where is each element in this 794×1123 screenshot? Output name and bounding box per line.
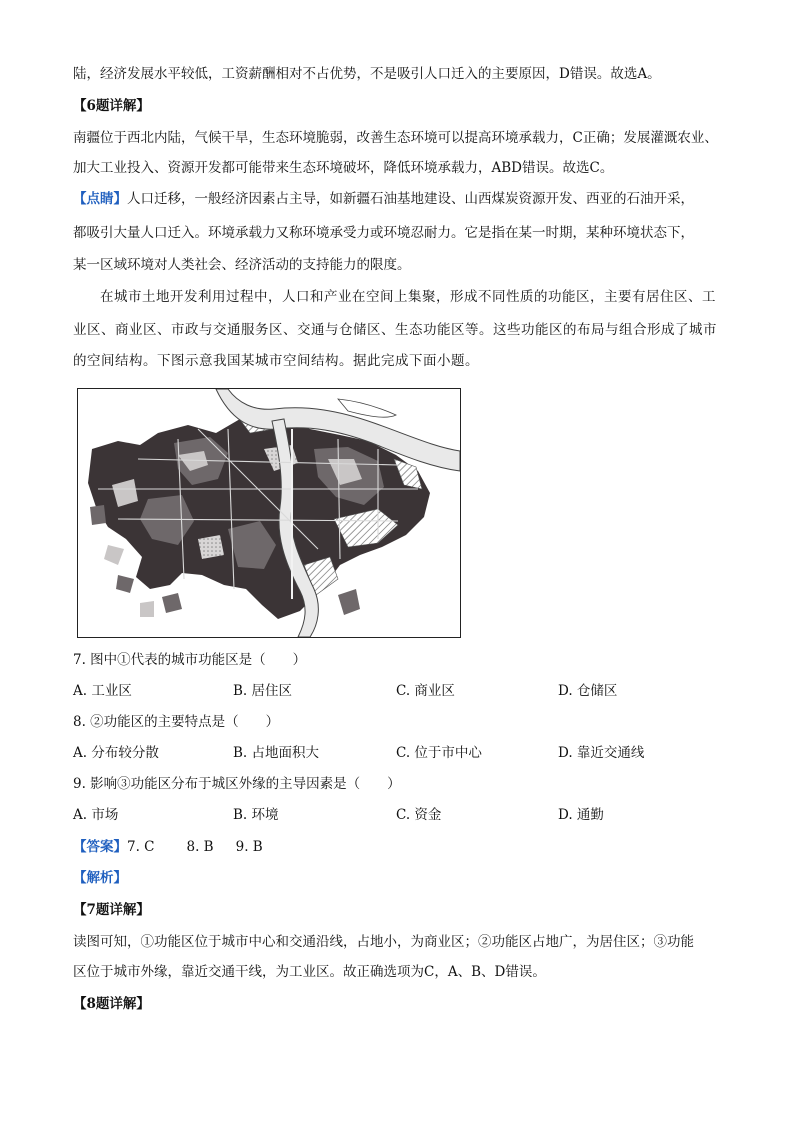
map-zone-outlying [90, 505, 106, 525]
answer-label: 【答案】 [73, 839, 127, 855]
q8-heading: 【8题详解】 [73, 996, 150, 1012]
map-zone-dotted [198, 535, 224, 559]
question-7-option-b[interactable]: B. 居住区 [233, 683, 293, 699]
answer-7: 7. C [127, 839, 155, 855]
city-map-graphic [78, 389, 460, 637]
answer-9: 9. B [235, 839, 263, 855]
map-zone-outlying [140, 601, 154, 617]
question-7-option-d[interactable]: D. 仓储区 [558, 683, 618, 699]
dianjing-text-1: 人口迁移，一般经济因素占主导，如新疆石油基地建设、山西煤炭资源开发、西亚的石油开采， [127, 191, 694, 207]
question-7-option-a[interactable]: A. 工业区 [73, 683, 132, 699]
answer-8: 8. B [186, 839, 214, 855]
question-8-option-a[interactable]: A. 分布较分散 [73, 745, 159, 761]
passage-line-1: 在城市土地开发利用过程中，人口和产业在空间上集聚，形成不同性质的功能区，主要有居住区、工 [100, 289, 716, 305]
dianjing-line-2: 都吸引大量人口迁入。环境承载力又称环境承受力或环境忍耐力。它是指在某一时期，某种环境状态下， [73, 225, 694, 241]
question-9-stem: 9. 影响③功能区分布于城区外缘的主导因素是（ ） [73, 776, 401, 792]
answer-line [73, 837, 263, 857]
question-9-option-a[interactable]: A. 市场 [73, 807, 119, 823]
q7-explanation-line-2: 区位于城市外缘，靠近交通干线，为工业区。故正确选项为C，A、B、D错误。 [73, 964, 546, 980]
q6-explanation-line-1: 南疆位于西北内陆，气候干旱，生态环境脆弱，改善生态环境可以提高环境承载力，C正确；发展灌溉农业、 [73, 130, 718, 146]
question-8-stem: 8. ②功能区的主要特点是（ ） [73, 714, 280, 730]
question-7-option-c[interactable]: C. 商业区 [396, 683, 455, 699]
q7-explanation-line-1: 读图可知，①功能区位于城市中心和交通沿线，占地小，为商业区；②功能区占地广，为居住区；③功能 [73, 934, 694, 950]
question-8-option-b[interactable]: B. 占地面积大 [233, 745, 320, 761]
city-structure-map [77, 388, 461, 638]
question-9-option-b[interactable]: B. 环境 [233, 807, 279, 823]
dianjing-line-1 [73, 189, 694, 209]
analysis-label: 【解析】 [73, 870, 127, 886]
passage-line-2: 业区、商业区、市政与交通服务区、交通与仓储区、生态功能区等。这些功能区的布局与组合形成了城市 [73, 322, 717, 338]
q7-heading: 【7题详解】 [73, 902, 150, 918]
question-7-stem: 7. 图中①代表的城市功能区是（ ） [73, 652, 307, 668]
question-8-option-d[interactable]: D. 靠近交通线 [558, 745, 645, 761]
prev-explanation-line: 陆，经济发展水平较低，工资薪酬相对不占优势，不是吸引人口迁入的主要原因，D错误。故选A。 [73, 66, 661, 82]
passage-line-3: 的空间结构。下图示意我国某城市空间结构。据此完成下面小题。 [73, 353, 479, 369]
q6-heading: 【6题详解】 [73, 98, 150, 114]
dianjing-line-3: 某一区域环境对人类社会、经济活动的支持能力的限度。 [73, 257, 411, 273]
question-9-option-c[interactable]: C. 资金 [396, 807, 442, 823]
question-9-option-d[interactable]: D. 通勤 [558, 807, 604, 823]
q6-explanation-line-2: 加大工业投入、资源开发都可能带来生态环境破坏，降低环境承载力，ABD错误。故选C。 [73, 160, 614, 176]
dianjing-label: 【点睛】 [73, 191, 127, 207]
question-8-option-c[interactable]: C. 位于市中心 [396, 745, 482, 761]
